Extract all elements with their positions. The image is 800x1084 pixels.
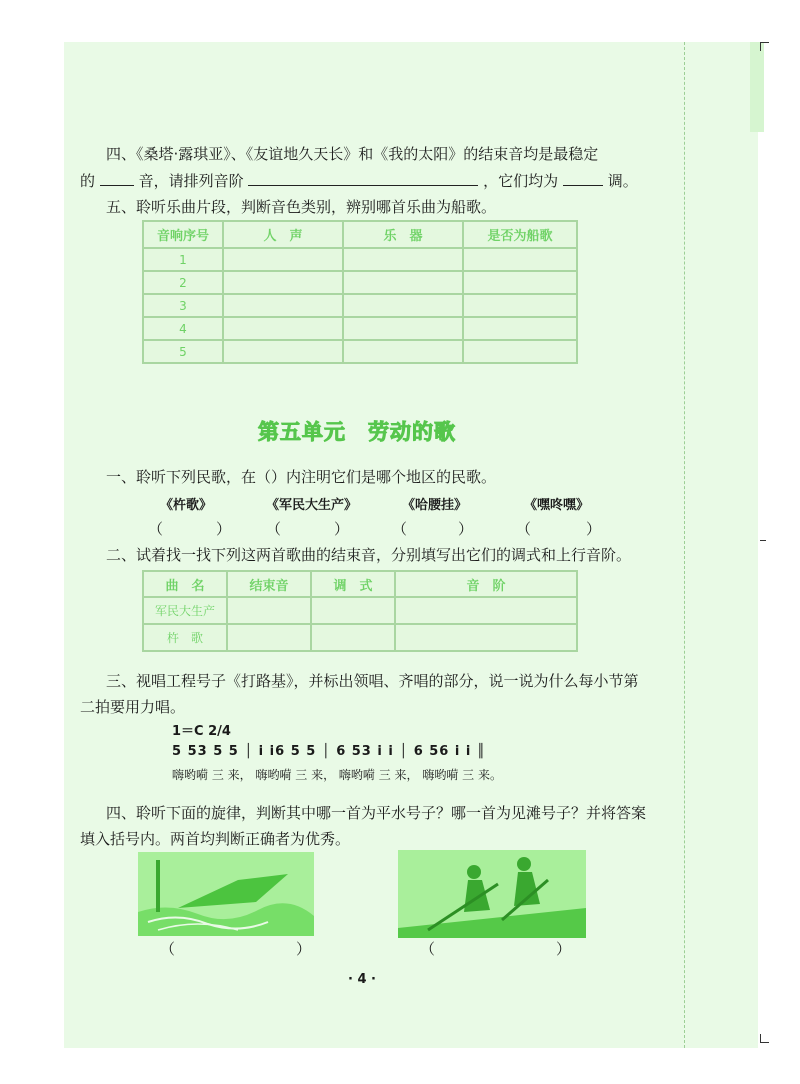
- unit-question-3-line2: 二拍要用力唱。: [80, 698, 186, 716]
- answer-paren-open: （: [420, 940, 436, 958]
- answer-cell[interactable]: [463, 271, 577, 294]
- answer-cell[interactable]: [223, 294, 343, 317]
- answer-cell[interactable]: [395, 597, 577, 624]
- question-4-line2: 的 音，请排列音阶 ，它们均为 调。: [80, 172, 638, 190]
- answer-cell[interactable]: [223, 340, 343, 363]
- unit-question-4-line2: 填入括号内。两首均判断正确者为优秀。: [80, 830, 351, 848]
- answer-paren-close: ）: [556, 940, 572, 958]
- answer-cell[interactable]: [343, 248, 463, 271]
- answer-cell[interactable]: [227, 597, 311, 624]
- unit-question-2-text: 二、试着找一找下列这两首歌曲的结束音，分别填写出它们的调式和上行音阶。: [106, 546, 632, 564]
- question-4-line1: 四、《桑塔·露琪亚》、《友谊地久天长》和《我的太阳》的结束音均是最稳定: [106, 145, 599, 163]
- scale-table: [142, 570, 578, 652]
- answer-paren-open: （: [516, 520, 532, 538]
- row-number: 4: [143, 317, 223, 340]
- table-header: 人 声: [223, 221, 343, 248]
- table-header: 音 阶: [395, 571, 577, 597]
- answer-cell[interactable]: [395, 624, 577, 651]
- answer-cell[interactable]: [311, 597, 395, 624]
- answer-cell[interactable]: [343, 294, 463, 317]
- answer-paren-open: （: [266, 520, 282, 538]
- unit-question-4-line1: 四、聆听下面的旋律，判断其中哪一首为平水号子？哪一首为见滩号子？并将答案: [106, 804, 647, 822]
- answer-cell[interactable]: [311, 624, 395, 651]
- crop-mark: [760, 540, 766, 541]
- answer-paren-open: （: [160, 940, 176, 958]
- answer-cell[interactable]: [463, 317, 577, 340]
- question-5-text: 五、聆听乐曲片段，判断音色类别，辨别哪首乐曲为船歌。: [106, 198, 497, 216]
- answer-cell[interactable]: [223, 248, 343, 271]
- key-signature: 1＝C 2/4: [172, 724, 231, 739]
- answer-paren-open: （: [148, 520, 164, 538]
- answer-cell[interactable]: [227, 624, 311, 651]
- song-name-cell: 军民大生产: [143, 597, 227, 624]
- table-header: 曲 名: [143, 571, 227, 597]
- answer-cell[interactable]: [463, 340, 577, 363]
- boat-rapids-illustration: [138, 852, 314, 936]
- song-title: 《杵歌》: [160, 498, 213, 513]
- song-title: 《嘿咚嘿》: [524, 498, 590, 513]
- crop-mark: [760, 1034, 769, 1043]
- answer-cell[interactable]: [343, 340, 463, 363]
- boatmen-poling-illustration: [398, 850, 586, 938]
- row-number: 5: [143, 340, 223, 363]
- page-number: · 4 ·: [348, 972, 376, 987]
- crop-mark: [760, 42, 769, 51]
- answer-paren-open: （: [392, 520, 408, 538]
- song-name-cell: 杵 歌: [143, 624, 227, 651]
- row-number: 3: [143, 294, 223, 317]
- unit-question-3-line1: 三、视唱工程号子《打路基》，并标出领唱、齐唱的部分，说一说为什么每小节第: [106, 672, 639, 690]
- answer-blank[interactable]: [563, 171, 603, 186]
- answer-blank[interactable]: [100, 171, 134, 186]
- page-edge-tab: [750, 42, 764, 132]
- jianpu-notation: 5 53 5 5 │ i i6 5 5 │ 6 53 i i │ 6 56 i i ║: [172, 744, 486, 759]
- answer-blank[interactable]: [248, 171, 478, 186]
- answer-paren-close: ）: [586, 520, 602, 538]
- answer-paren-close: ）: [334, 520, 350, 538]
- answer-cell[interactable]: [463, 294, 577, 317]
- song-title: 《哈腰挂》: [402, 498, 468, 513]
- unit-question-1-text: 一、聆听下列民歌，在（）内注明它们是哪个地区的民歌。: [106, 468, 497, 486]
- song-title: 《军民大生产》: [266, 498, 358, 513]
- table-header: 乐 器: [343, 221, 463, 248]
- table-header: 是否为船歌: [463, 221, 577, 248]
- answer-cell[interactable]: [343, 317, 463, 340]
- table-header: 调 式: [311, 571, 395, 597]
- timbre-table: [142, 220, 578, 364]
- unit-title: 第五单元 劳动的歌: [258, 420, 456, 444]
- answer-cell[interactable]: [223, 271, 343, 294]
- table-header: 结束音: [227, 571, 311, 597]
- row-number: 2: [143, 271, 223, 294]
- table-header: 音响序号: [143, 221, 223, 248]
- fold-line: [684, 42, 685, 1048]
- answer-cell[interactable]: [343, 271, 463, 294]
- answer-paren-close: ）: [458, 520, 474, 538]
- answer-cell[interactable]: [463, 248, 577, 271]
- answer-cell[interactable]: [223, 317, 343, 340]
- row-number: 1: [143, 248, 223, 271]
- answer-paren-close: ）: [296, 940, 312, 958]
- answer-paren-close: ）: [216, 520, 232, 538]
- lyrics-line: 嗨哟嗬 三 来， 嗨哟嗬 三 来， 嗨哟嗬 三 来， 嗨哟嗬 三 来。: [172, 768, 502, 782]
